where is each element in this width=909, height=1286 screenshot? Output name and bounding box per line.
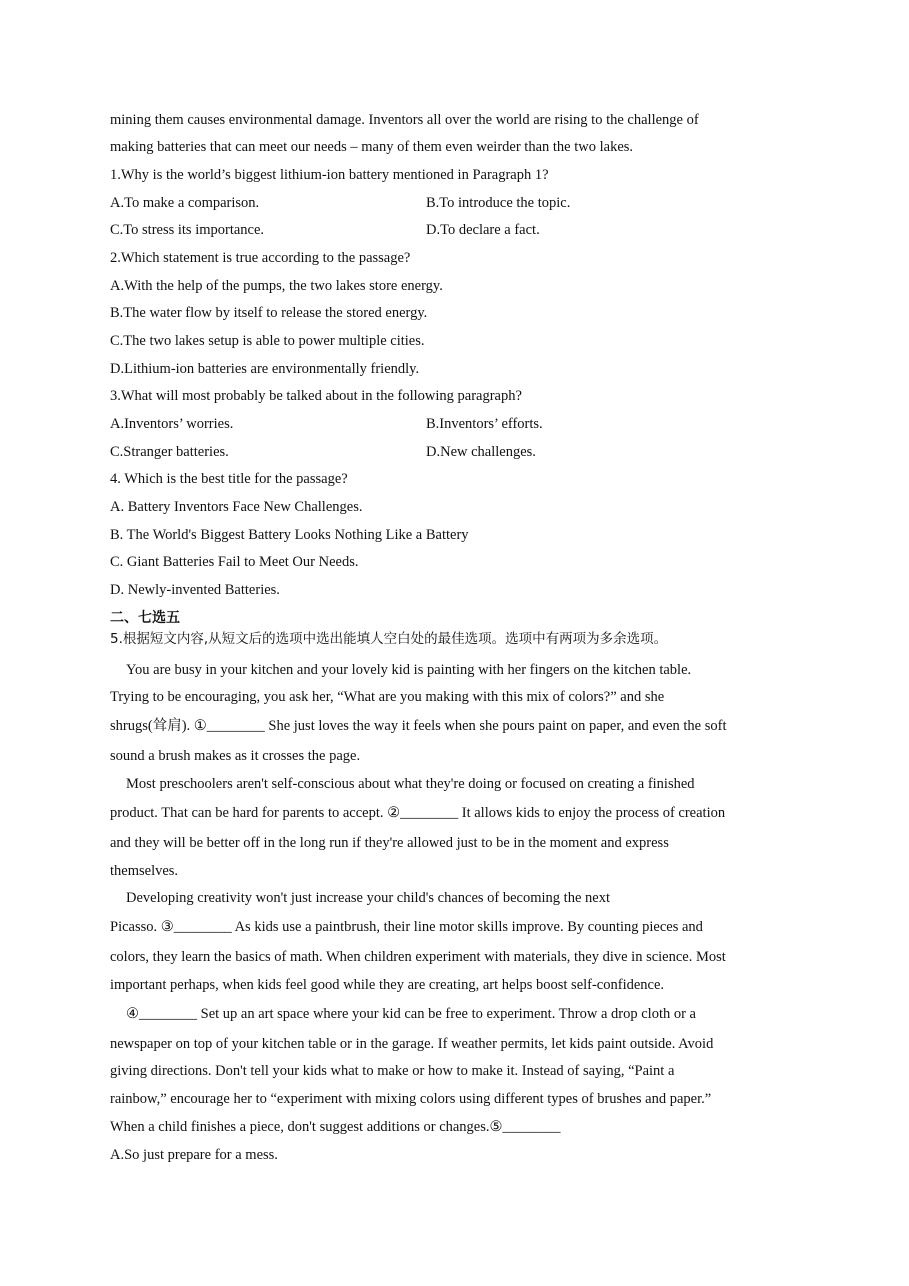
q1-stem: 1.Why is the world’s biggest lithium-ion battery mentioned in Paragraph 1? xyxy=(110,167,549,183)
passage-intro-line-1: mining them causes environmental damage. Inventors all over the world are rising to the challenge of xyxy=(110,112,699,128)
q4-option-a: A. Battery Inventors Face New Challenges. xyxy=(110,499,363,515)
section-instruction: 5.根据短文内容,从短文后的选项中选出能填人空白处的最佳选项。选项中有两项为多余选项。 xyxy=(110,631,668,647)
passage2-line-10: Picasso. ③________ As kids use a paintbrush, their line motor skills improve. By counting pieces and xyxy=(110,919,703,935)
q2-stem: 2.Which statement is true according to the passage? xyxy=(110,250,411,266)
passage2-line-14: newspaper on top of your kitchen table or in the garage. If weather permits, let kids paint outside. Avoid xyxy=(110,1036,714,1052)
q2-option-d: D.Lithium-ion batteries are environmentally friendly. xyxy=(110,361,420,377)
passage2-line-3: shrugs(耸肩). ①________ She just loves the way it feels when she pours paint on paper, and even the soft xyxy=(110,718,727,734)
passage2-line-16: rainbow,” encourage her to “experiment with mixing colors using different types of brushes and paper.” xyxy=(110,1091,712,1107)
passage2-line-17: When a child finishes a piece, don't suggest additions or changes.⑤________ xyxy=(110,1119,561,1135)
passage2-line-8: themselves. xyxy=(110,863,179,879)
q3-option-b: B.Inventors’ efforts. xyxy=(426,416,543,432)
passage2-line-15: giving directions. Don't tell your kids what to make or how to make it. Instead of saying, “Paint a xyxy=(110,1063,675,1079)
q3-stem: 3.What will most probably be talked about in the following paragraph? xyxy=(110,388,522,404)
q3-option-d: D.New challenges. xyxy=(426,444,536,460)
section-heading: 二、七选五 xyxy=(110,610,180,626)
q1-option-c: C.To stress its importance. xyxy=(110,222,265,238)
option-a: A.So just prepare for a mess. xyxy=(110,1147,278,1163)
passage2-line-12: important perhaps, when kids feel good while they are creating, art helps boost self-confidence. xyxy=(110,977,665,993)
passage2-line-2: Trying to be encouraging, you ask her, “What are you making with this mix of colors?” and she xyxy=(110,689,665,705)
q1-option-b: B.To introduce the topic. xyxy=(426,195,571,211)
passage2-line-1: You are busy in your kitchen and your lovely kid is painting with her fingers on the kitchen table. xyxy=(126,662,692,678)
q4-option-b: B. The World's Biggest Battery Looks Nothing Like a Battery xyxy=(110,527,469,543)
passage2-line-11: colors, they learn the basics of math. When children experiment with materials, they dive in science. Most xyxy=(110,949,726,965)
passage2-line-13: ④________ Set up an art space where your kid can be free to experiment. Throw a drop cloth or a xyxy=(126,1006,696,1022)
q3-option-c: C.Stranger batteries. xyxy=(110,444,229,460)
passage2-line-4: sound a brush makes as it crosses the page. xyxy=(110,748,361,764)
passage2-line-9: Developing creativity won't just increase your child's chances of becoming the next xyxy=(126,890,610,906)
q1-option-a: A.To make a comparison. xyxy=(110,195,260,211)
q3-option-a: A.Inventors’ worries. xyxy=(110,416,234,432)
q2-option-b: B.The water flow by itself to release the stored energy. xyxy=(110,305,428,321)
passage2-line-7: and they will be better off in the long run if they're allowed just to be in the moment and express xyxy=(110,835,669,851)
q2-option-a: A.With the help of the pumps, the two lakes store energy. xyxy=(110,278,443,294)
passage2-line-5: Most preschoolers aren't self-conscious about what they're doing or focused on creating a finished xyxy=(126,776,695,792)
q4-option-d: D. Newly-invented Batteries. xyxy=(110,582,280,598)
q4-option-c: C. Giant Batteries Fail to Meet Our Needs. xyxy=(110,554,359,570)
q2-option-c: C.The two lakes setup is able to power multiple cities. xyxy=(110,333,425,349)
q1-option-d: D.To declare a fact. xyxy=(426,222,540,238)
q4-stem: 4. Which is the best title for the passage? xyxy=(110,471,348,487)
passage2-line-6: product. That can be hard for parents to accept. ②________ It allows kids to enjoy the process of creation xyxy=(110,805,726,821)
passage-intro-line-2: making batteries that can meet our needs – many of them even weirder than the two lakes. xyxy=(110,139,634,155)
